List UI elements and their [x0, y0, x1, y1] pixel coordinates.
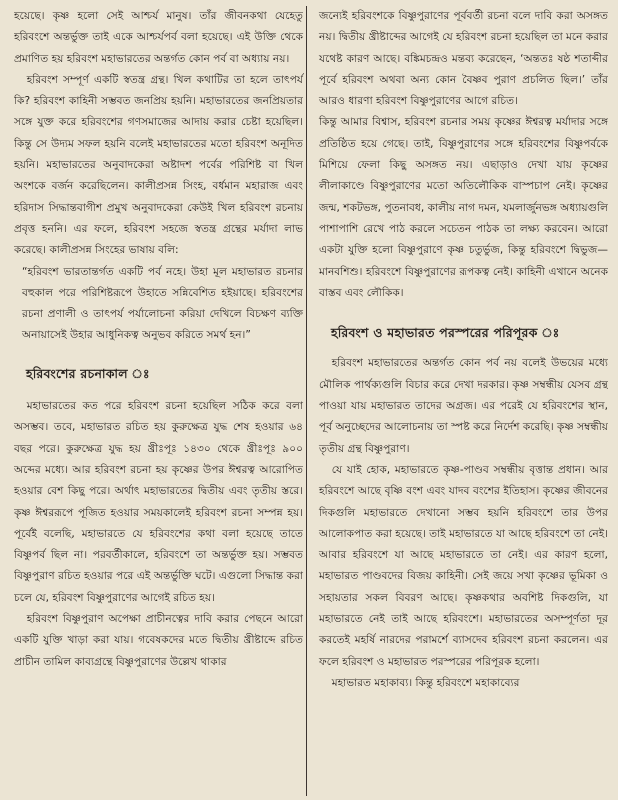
paragraph: মহাভারতের কত পরে হরিবংশ রচনা হয়েছিল সঠিক করে বলা অসম্ভব। তবে, মহাভারত রচিত হয় কুরুক্ষেত্র যুদ্ধ শেষ হওয়ার ৬৪ বছর পরে। কুরুক্ষেত্র যুদ্ধ হয় খ্রীঃপূঃ ১৪৩০ থেকে খ্রীঃপূঃ ৯০০ অব্দের মধ্যে। আর হরিবংশ রচনা হয় কৃষ্ণের উপর ঈশ্বরত্ব আরোপিত হওয়ার বেশ কিছু পরে। অর্থাৎ মহাভারতের দ্বিতীয় এবং তৃতীয় স্তরে। কৃষ্ণ ঈশ্বররূপে পূজিত হওয়ার সময়কালেই হরিবংশ রচনা সম্পন্ন হয়। পূর্বেই বলেছি, মহাভারতে যে হরিবংশের কথা বলা হয়েছে তাতে বিষ্ণুপর্ব ছিল না। পরবর্তীকালে, হরিবংশে তা অন্তর্ভুক্ত হয়। সম্ভবত বিষ্ণুপুরাণ রচিত হওয়ার পরে এই অন্তর্ভুক্তি ঘটে। এগুলো সিদ্ধান্ত করা চলে যে, হরিবংশ বিষ্ণুপুরাণের আগেই রচিত হয়। [14, 400, 303, 604]
paragraph: হরিবংশ মহাভারতের অন্তর্গত কোন পর্ব নয় বলেই উভয়ের মধ্যে মৌলিক পার্থক্যগুলি বিচার করে দেখা দরকার। কৃষ্ণ সম্বন্ধীয় যেসব গ্রন্থ পাওয়া যায় মহাভারত তাদের অগ্রজ। এর পরেই যে হরিবংশের স্থান, পূর্ব অনুচ্ছেদের আলোচনায় তা স্পষ্ট করে নির্দেশ করেছি। কৃষ্ণ সম্বন্ধীয় তৃতীয় গ্রন্থ বিষ্ণুপুরাণ। [319, 357, 608, 455]
quotation: “হরিবংশ ভারতান্তর্গত একটি পর্ব নহে। উহা মূল মহাভারত রচনার বহুকাল পরে পরিশিষ্টরূপে উহাতে সন্নিবেশিত হইয়াছে। হরিবংশের রচনা প্রণালী ও তাৎপর্য পর্যালোচনা করিয়া দেখিলে বিচক্ষণ ব্যক্তি অনায়াসেই উহার আধুনিকত্ব অনুভব করিতে সমর্থ হন।” [22, 265, 303, 342]
right-column [311, 6, 608, 796]
paragraph: হয়েছে। কৃষ্ণ হলো সেই আশ্চর্য মানুষ। তাঁর জীবনকথা যেহেতু হরিবংশে অন্তর্ভুক্ত তাই একে আশ্চর্যপর্ব বলা হয়েছে। এই উক্তি থেকে প্রমাণিত হয় হরিবংশ মহাভারতের অন্তর্গত কোন পর্ব বা অধ্যায় নয়। [14, 10, 303, 65]
left-column [14, 6, 311, 796]
section-heading-composition-period: হরিবংশের রচনাকাল ঃ [26, 365, 150, 381]
paragraph: হরিবংশ সম্পূর্ণ একটি স্বতন্ত্র গ্রন্থ। খিল কথাটির তা হলে তাৎপর্য কি? হরিবংশ কাহিনী সম্ভবত জনপ্রিয় হয়নি। মহাভারতের জনপ্রিয়তার সঙ্গে যুক্ত করে হরিবংশের গণসমাজের আদায় করার চেষ্টা হয়েছিল। কিন্তু সে উদ্যম সফল হয়নি বলেই মহাভারতের মতো হরিবংশ অনূদিত হয়নি। মহাভারতের অনুবাদকেরা অষ্টাদশ পর্বের পরিশিষ্ট বা খিল অংশকে বর্জন করেছিলেন। কালীপ্রসন্ন সিংহ, বর্ধমান মহারাজ এবং হরিদাস সিদ্ধান্তবাগীশ প্রমুখ অনুবাদকেরা কেউই খিল হরিবংশ রচনায় প্রবৃত্ত হননি। এর ফলে, হরিবংশ সহজে স্বতন্ত্র গ্রন্থের মর্যাদা লাভ করেছে। কালীপ্রসন্ন সিংহের ভাষায় বলি: [14, 73, 303, 257]
paragraph: কিন্তু আমার বিশ্বাস, হরিবংশ রচনার সময় কৃষ্ণের ঈশ্বরত্ব মর্যাদার সঙ্গে প্রতিষ্ঠিত হয়ে গেছে। তাই, বিষ্ণুপুরাণের সঙ্গে হরিবংশের বিষ্ণুপর্বকে মিশিয়ে ফেলা কিছু অসঙ্গত নয়। এছাড়াও দেখা যায় কৃষ্ণের লীলাকাণ্ডে বিষ্ণুপুরাণের মতো অতিলৌকিক বাস্পচাপ নেই। কৃষ্ণের জন্ম, শকটভঙ্গ, পুতনাবধ, কালীয় নাগ দমন, যমলার্জুনভঙ্গ অধ্যায়গুলি পাশাপাশি রেখে পাঠ করলে সচেতন পাঠক তা লক্ষ্য করবেন। আরো একটা যুক্তি হলো বিষ্ণুপুরাণে কৃষ্ণ চতুর্ভুজ, কিন্তু হরিবংশে দ্বিভুজ—মানবশিশু। হরিবংশে বিষ্ণুপুরাণের রূপকত্ব নেই। কাহিনী এখানে অনেক বাস্তব এবং লৌকিক। [319, 116, 608, 299]
paragraph: জন্যেই হরিবংশকে বিষ্ণুপুরাণের পূর্ববর্তী রচনা বলে দাবি করা অসঙ্গত নয়। দ্বিতীয় খ্রীষ্টাব্দের আগেই যে হরিবংশ রচনা হয়েছিল তা মনে করার যথেষ্ট কারণ আছে। বঙ্কিমচন্দ্রও মন্তব্য করেছেন, ‘অন্ততঃ ষষ্ঠ শতাব্দীর পূর্বে হরিবংশ অথবা অন্য কোন বৈষ্ণব পুরাণ প্রচলিত ছিল।’ তাঁর আরও ধারণা হরিবংশ বিষ্ণুপুরাণের আগে রচিত। [319, 10, 608, 108]
paragraph: হরিবংশ বিষ্ণুপুরাণ অপেক্ষা প্রাচীনত্বের দাবি করার পেছনে আরো একটি যুক্তি খাড়া করা যায়। গবেষকদের মতে দ্বিতীয় খ্রীষ্টাব্দে রচিত প্রাচীন তামিল কাব্যগ্রন্থে বিষ্ণুপুরাণের উল্লেখ থাকার [14, 613, 303, 668]
paragraph: যে যাই হোক, মহাভারতে কৃষ্ণ-পাণ্ডব সম্বন্ধীয় বৃত্তান্ত প্রধান। আর হরিবংশে আছে বৃষ্ণি বংশ এবং যাদব বংশের ইতিহাস। কৃষ্ণের জীবনের দিকগুলি মহাভারতে দেখানো সম্ভব হয়নি হরিবংশে তার উপর আলোকপাত করা হয়েছে। তাই মহাভারতে যা আছে হরিবংশে তা নেই। আবার হরিবংশে যা আছে মহাভারতে তা নেই। এর কারণ হলো, মহাভারত পাণ্ডবদের বিজয় কাহিনী। সেই জয়ে সখা কৃষ্ণের ভূমিকা ও সহায়তার সকল বিবরণ আছে। কৃষ্ণকথার অবশিষ্ট দিকগুলি, যা মহাভারতে নেই তাই আছে হরিবংশে। মহাভারতের অসম্পূর্ণতা দূর করতেই মহর্ষি নারদের পরামর্শে ব্যাসদেব হরিবংশ রচনা করলেন। এর ফলে হরিবংশ ও মহাভারত পরস্পরের পরিপূরক হলো। [319, 463, 608, 668]
section-heading-complementary: হরিবংশ ও মহাভারত পরস্পরের পরিপূরক ঃ [331, 325, 560, 341]
column-divider [306, 6, 307, 796]
paragraph: মহাভারত মহাকাব্য। কিন্তু হরিবংশে মহাকাব্যের [331, 676, 520, 689]
